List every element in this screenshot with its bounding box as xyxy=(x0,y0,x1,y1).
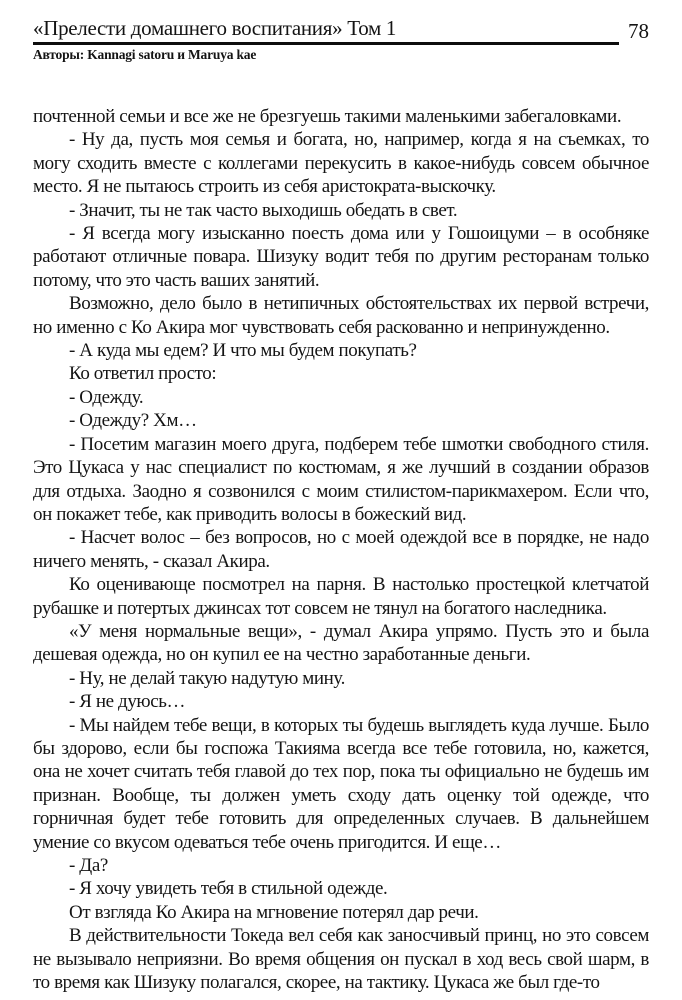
paragraph: - Я не дуюсь… xyxy=(69,691,186,713)
paragraph: - Насчет волос – без вопросов, но с моей одеждой все в порядке, не надо ничего менять, - сказал Акира. xyxy=(33,527,649,572)
book-title: «Прелести домашнего воспитания» Том 1 xyxy=(33,16,397,40)
paragraph: От взгляда Ко Акира на мгновение потерял дар речи. xyxy=(69,901,479,923)
paragraph: - Да? xyxy=(69,855,108,876)
paragraph: - А куда мы едем? И что мы будем покупать? xyxy=(69,340,417,362)
paragraph: - Я всегда могу изысканно поесть дома или у Гошоицуми – в особняке работают отличные повара. Шизуку водит тебя по другим ресторанам только потому, что это часть ваших занятий. xyxy=(33,223,649,291)
paragraph: - Я хочу увидеть тебя в стильной одежде. xyxy=(69,878,388,900)
header-title-row xyxy=(33,16,649,45)
paragraph: «У меня нормальные вещи», - думал Акира упрямо. Пусть это и была дешевая одежда, но он купил ее на честно заработанные деньги. xyxy=(33,620,649,666)
page-text xyxy=(33,105,649,994)
paragraph: - Мы найдем тебе вещи, в которых ты будешь выглядеть куда лучше. Было бы здорово, если бы госпожа Такияма всегда все тебе готовила, но, кажется, она не хочет считать тебя главой до тех пор, пока ты официально не будешь им признан. Вообще, ты должен уметь сходу дать оценку той одежде, что горничная будет тебе готовить для определенных случаев. В дальнейшем умение со вкусом одеваться тебе очень пригодится. И еще… xyxy=(33,714,649,853)
paragraph: - Значит, ты не так часто выходишь обедать в свет. xyxy=(69,199,458,221)
paragraph: Ко ответил просто: xyxy=(69,363,217,385)
paragraph: - Одежду? Хм… xyxy=(69,410,197,432)
page-header xyxy=(33,16,649,63)
paragraph: - Ну да, пусть моя семья и богата, но, например, когда я на съемках, то могу сходить вместе с коллегами перекусить в какое-нибудь совсем обычное место. Я не пытаюсь строить из себя аристократа-выскочку. xyxy=(33,129,649,198)
paragraph: Возможно, дело было в нетипичных обстоятельствах их первой встречи, но именно с Ко Акира мог чувствовать себя раскованно и непринужденно. xyxy=(33,293,649,338)
title-underline xyxy=(33,16,619,45)
paragraph: - Посетим магазин моего друга, подберем тебе шмотки свободного стиля. Это Цукаса у нас специалист по костюмам, я же лучший в создании образов для отдыха. Заодно я созвонился с моим стилистом-парикмахером. Если что, он покажет тебе, как приводить волосы в божеский вид. xyxy=(33,433,649,525)
authors-line: Авторы: Kannagi satoru и Maruya kae xyxy=(33,47,257,62)
paragraph: Ко оценивающе посмотрел на парня. В настолько простецкой клетчатой рубашке и потертых джинсах тот совсем не тянул на богатого наследника. xyxy=(33,574,649,619)
paragraph: - Ну, не делай такую надутую мину. xyxy=(69,667,345,689)
page-number: 78 xyxy=(628,19,649,43)
paragraph: - Одежду. xyxy=(69,386,144,408)
paragraph: почтенной семьи и все же не брезгуешь такими маленькими забегаловками. xyxy=(33,106,622,127)
paragraph: В действительности Токеда вел себя как заносчивый принц, но это совсем не вызывало неприязни. Во время общения он пускал в ход весь свой шарм, в то время как Шизуку полагался, скорее, на тактику. Цукаса же был где-то xyxy=(33,925,649,994)
